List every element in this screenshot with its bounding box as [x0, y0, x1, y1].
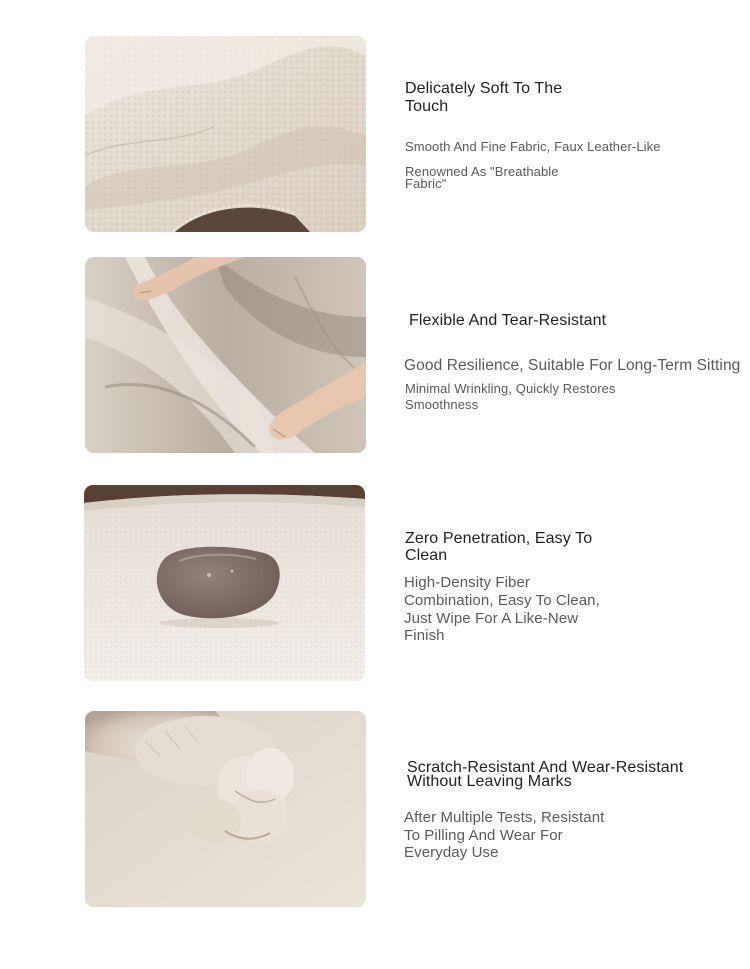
hands-stretching-fabric-image [85, 257, 366, 453]
cat-paw-image [85, 711, 366, 907]
feature-title: Without Leaving Marks [407, 773, 572, 790]
feature-description: Combination, Easy To Clean, [404, 592, 600, 609]
feature-description: Everyday Use [404, 844, 499, 861]
feature-description: Minimal Wrinkling, Quickly Restores [405, 381, 616, 396]
feature-description: To Pilling And Wear For [404, 827, 563, 844]
feature-description: Finish [404, 627, 445, 644]
fabric-closeup-image [85, 36, 366, 232]
feature-title: Flexible And Tear-Resistant [409, 312, 607, 329]
feature-description: Fabric" [405, 176, 447, 191]
feature-title: Delicately Soft To The [405, 80, 563, 97]
feature-title: Clean [405, 547, 448, 564]
feature-description: Smooth And Fine Fabric, Faux Leather-Like [405, 139, 661, 154]
feature-description: After Multiple Tests, Resistant [404, 809, 605, 826]
feature-description: Just Wipe For A Like-New [404, 610, 579, 627]
feature-description: Smoothness [405, 397, 479, 412]
feature-title: Scratch-Resistant And Wear-Resistant [407, 759, 684, 776]
feature-description: Renowned As "Breathable [405, 164, 559, 179]
liquid-droplet-image [84, 485, 365, 681]
feature-title: Touch [405, 98, 449, 115]
feature-title: Zero Penetration, Easy To [405, 530, 593, 547]
feature-description: Good Resilience, Suitable For Long-Term Sitting [404, 357, 741, 374]
feature-description: High-Density Fiber [404, 574, 531, 591]
